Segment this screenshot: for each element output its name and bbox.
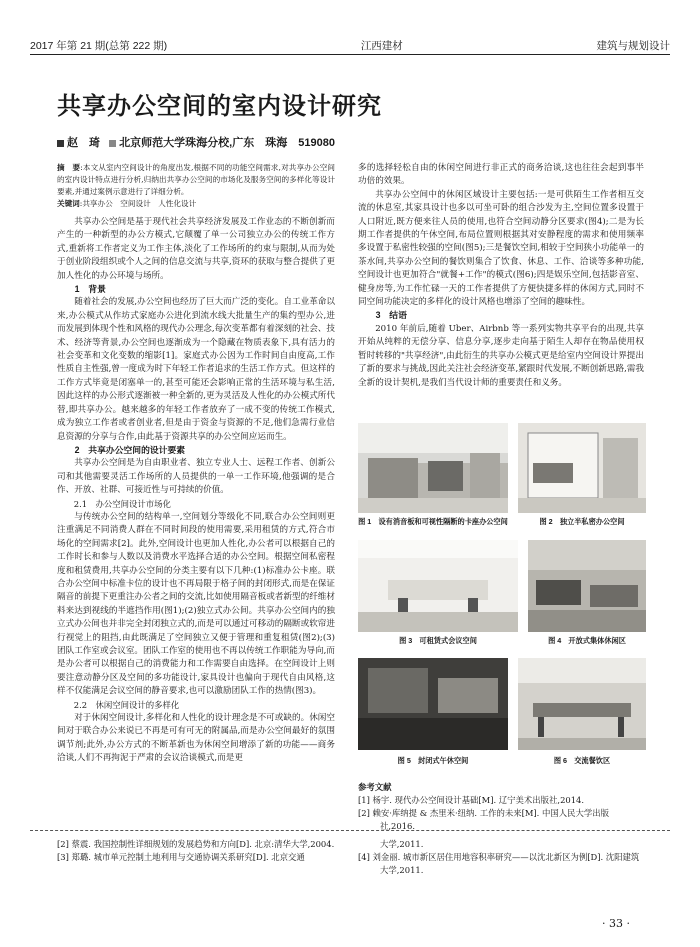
running-header — [30, 38, 670, 52]
header-rule — [30, 54, 670, 55]
header-journal: 江西建材 — [360, 40, 403, 52]
lounge-image — [528, 540, 646, 632]
header-section: 建筑与规划设计 — [596, 40, 670, 52]
section-heading: 1 背景 — [74, 284, 106, 295]
subsection-heading: 2.1 办公空间设计市场化 — [73, 498, 171, 509]
paragraph: 与传统办公空间的结构单一,空间划分等级化不同,联合办公空间则更注重满足不同消费人群在不同时间段的使用需要,采用租赁的方式,符合市场化的空间需求[2]。此外,空间设计也更加人性化,办公者可以根据自己的工作时长和参与人数以及消费水平选择合适的办公空间。根据空间私密程度和租赁费用,共享办公空间的分类主要有以下几种:(1)标准办公卡座。联合办公空间中标准卡位的设计也不再局限于格子间的封闭形式,而是在保证隔音的前提下更重注办公者之间的交流,比如使用隔音板或者新型的纤维材料来达到视线的半遮挡作用(图1);(2)独立式办公间。共享办公空间内的独立式办公间也并非完全封闭独立式的,而是可以通过可移动的隔断或软帘进行视觉上的阻挡,由此既满足了空间独立又便于管理和重复租赁(图2);(3)团队工作室或会议室。团队工作室的使用也不再以传统工作职能为导向,而是办公者可以根据自己的消费能力和工作需要自由选择。在空间设计上则要注意动静分区及空间的多功能设计,家具设计也偏向于现代自由风格,这样不仅能满足会议空间的静音要求,也可以激励团队工作的热情(图3)。 — [57, 511, 335, 697]
author-line — [57, 134, 335, 150]
figure-1-photo — [358, 423, 508, 513]
figure-6-photo — [518, 658, 646, 750]
reference-item: [4] 刘金丽. 城市新区居住用地容积率研究——以沈北新区为例[D]. 沈阳建筑大学,2011. — [358, 852, 640, 875]
dining-area-image — [518, 658, 646, 750]
intro-paragraph: 共享办公空间是基于现代社会共享经济发展及工作业态的不断创新而产生的一种新型的办公方模式,它颠覆了单一公司独立办公的传统工作方式,重新将工作者定义为工作主体,淡化了工作场所的约束与限制,从而为处于创业阶段组织或个人之间的信息交流与共享,资环的获取与整合提供了更加人性化的办公环境与场所。 — [57, 217, 335, 281]
subsection-heading: 2.2 休闲空间设计的多样化 — [73, 699, 180, 710]
private-office-image — [518, 423, 646, 513]
figure-3-caption: 图 3 可租赁式会议空间 — [399, 636, 477, 645]
bullet-square-icon — [109, 140, 116, 147]
references-continued-left — [57, 838, 335, 864]
left-column — [57, 162, 335, 766]
author-affiliation: 北京师范大学珠海分校,广东 珠海 519080 — [119, 137, 335, 149]
figure-6-caption: 图 6 交流餐饮区 — [553, 756, 611, 765]
reference-item: [1] 杨宇. 现代办公空间设计基础[M]. 辽宁美术出版社,2014. — [358, 795, 585, 805]
article-title: 共享办公空间的室内设计研究 — [57, 92, 382, 120]
abstract-text: :本文从室内空间设计的角度出发,根据不同的功能空间需求,对共享办公空间的室内设计特点进行分析,归纳出共享办公空间的市场化及服务空间的多样化等设计要素,并通过案例示意进行了详细分析。 — [57, 163, 336, 196]
header-issue: 2017 年第 21 期(总第 222 期) — [30, 40, 168, 52]
right-column — [358, 162, 644, 390]
paragraph: 随着社会的发展,办公空间也经历了巨大而广泛的变化。自工业革命以来,办公模式从作坊式家庭办公进化到流水线大批量生产的集约型办公,进而发展到体现个性和风格的现代办公理念,每次变革都有着深刻的社会、技术、经济等背景,办公空间也逐渐成为一个隐藏在物质表象下,具有活力的社会变革和文化变数的缩影[1]。家庭式办公因为工作时间自由度高,工作性质自主性强,曾一度成为时下年轻工作者追求的生活工作方式。但这样的工作方式毕竟是闭塞单一的,甚至可能还会影响正常的生活环境与私生活,因此这样的办公形式逐渐被一种全新的,更为灵活及人性化的办公模式所代替,即共享办公。越来越多的年轻工作者放弃了一成不变的传统工作模式,成为独立工作者或者创业者,但是由于资金与资源的不足,他们急需行业信息资源的分享与合作,由此基于资源共享的办公空间应运而生。 — [57, 297, 335, 442]
bullet-square-icon — [57, 140, 64, 147]
references-heading: 参考文献 — [358, 782, 392, 792]
section-heading: 2 共享办公空间的设计要素 — [74, 444, 186, 455]
figure-2-caption: 图 2 独立半私密办公空间 — [539, 517, 625, 526]
figure-3-photo — [358, 540, 518, 632]
figure-4-photo — [528, 540, 646, 632]
figure-5-photo — [358, 658, 508, 750]
keywords-label: 关键词 — [57, 199, 80, 208]
references-continued-right — [358, 838, 644, 877]
reference-item: [2] 蔡震. 我国控制性详细规划的发展趋势和方向[D]. 北京:清华大学,2004. — [57, 839, 335, 849]
reference-item: [2] 赖安·库纳提 & 杰里米·纽纳. 工作的未来[M]. 中国人民大学出版社,2016. — [358, 808, 610, 831]
meeting-room-image — [358, 540, 518, 632]
abstract — [57, 162, 335, 210]
reference-item: 大学,2011. — [380, 839, 424, 849]
office-cubicle-image — [358, 423, 508, 513]
paragraph: 共享办公空间中的休闲区域设计主要包括:一是可供陌生工作者相互交流的休息室,其家具设计也多以可坐可卧的组合沙发为主,空间位置多设置于人口附近,既方便来往人员的使用,也符合空间动静分区要求(图4);二是为长期工作者提供的午休空间,布局位置则根据其对安静程度的需求和使用频率多设置于私密性较强的空间(图5);三是餐饮空间,相较于空间狭小功能单一的茶水间,共享办公空间的餐饮则集合了饮食、休息、工作、洽谈等多种功能,空间设计也更加符合"就餐+工作"的模式(图6);四是娱乐空间,包括影音室、健身房等,为工作忙碌一天的工作者提供了方便快捷多样的休闲方式,同时不同空间功能决定的多样化的设计风格也增添了空间的趣味性。 — [358, 189, 644, 308]
abstract-label: 摘 要 — [57, 163, 81, 172]
figure-1-caption: 图 1 设有消音板和可视性隔断的卡座办公空间 — [358, 517, 508, 526]
figure-5-caption: 图 5 封闭式午休空间 — [397, 756, 469, 765]
author-name: 赵 琦 — [67, 137, 100, 149]
reference-item: [3] 郑璐. 城市单元控制土地利用与交通协调关系研究[D]. 北京交通 — [57, 852, 305, 862]
nap-room-image — [358, 658, 508, 750]
continuation-divider — [30, 830, 670, 831]
paragraph: 共享办公空间是为自由职业者、独立专业人士、远程工作者、创新公司和其他需要灵活工作场所的人员提供的一单一工作环境,他强调的是合作、开放、社群、可接近性与可持续的价值。 — [57, 458, 335, 496]
keywords-text: :共享办公 空间设计 人性化设计 — [79, 199, 197, 208]
page-number: · 33 · — [602, 917, 630, 930]
figure-4-caption: 图 4 开放式集体休闲区 — [548, 636, 626, 645]
paragraph: 多的选择轻松自由的休闲空间进行非正式的商务洽谈,这也往往会起到事半功倍的效果。 — [358, 163, 644, 187]
figure-2-photo — [518, 423, 646, 513]
section-heading: 3 结语 — [375, 310, 407, 321]
paragraph: 对于休闲空间设计,多样化和人性化的设计理念是不可或缺的。休闲空间对于联合办公来说已不再是可有可无的附属品,而是办公空间最好的氛围调节剂;此外,办公方式的不断革新也为休闲空间增添了新的功能——商务洽谈,人们不再拘泥于严肃的会议洽谈模式,而是更 — [57, 713, 335, 764]
paragraph: 2010 年前后,随着 Uber、Airbnb 等一系列实物共享平台的出现,共享开始从纯粹的无偿分享、信息分享,逐步走向基于陌生人却存在物品使用权暂时转移的"共享经济",由此衍生的共享办公模式更是给室内空间设计界提出了新的要求与挑战,因此关注社会经济变革,紧跟时代发展,不断创新思路,需我全新的设计契机,是我们当代设计师的重要责任和义务。 — [358, 323, 644, 388]
references — [358, 781, 644, 833]
